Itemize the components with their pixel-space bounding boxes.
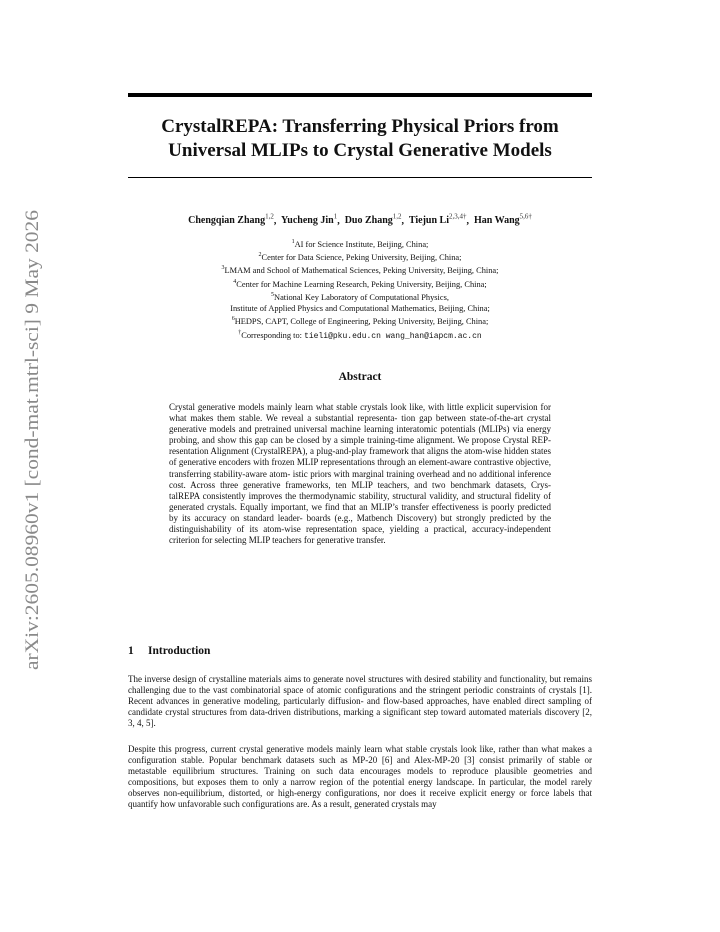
body-line: only a narrow region of the potential energy landscape. In particular, the model rarely observes (128, 777, 593, 799)
author-list: Chengqian Zhang$^{1,2}$, Yucheng Jin$^1$, Duo Zhang$^{1,2}$, Tiejun $Li^{2,3,4\dagger}$, Han Wang$^{5,6\dagger}$ (188, 213, 532, 227)
affiliation-line: $^4$Center for Machine Learning Research, Peking University, Beijing, China; (233, 278, 487, 289)
body-line: data encourages models to reproduce plausible geometries and compositions, but exposes them to (128, 766, 592, 788)
body-line: labels that quantify how unfavorable such configurations are. As a result, generated crystals may (128, 788, 593, 810)
author: Chengqian Zhang$^{1,2}$ (188, 213, 274, 227)
abstract-line: talREPA consistently improves the thermodynamic stability, structural validity, (169, 490, 459, 501)
arxiv-identifier: arXiv:2605.08960v1 [cond-mat.mtrl-sci] 9 May 2026 (23, 273, 43, 670)
abstract-line: machine learning interatomic potentials (MLIPs) via energy probing, and show this (169, 424, 551, 446)
affiliation-line: $^5$National Key Laboratory of Computational Physics, (271, 291, 449, 302)
affiliations (128, 237, 592, 342)
section-heading-introduction (128, 645, 592, 657)
abstract-line: resentation Alignment (CrystalREPA), a plug-and-play framework that aligns the (169, 446, 462, 457)
abstract-line: of its atom-wise representation space, yielding a practical, accuracy-independent (236, 524, 551, 535)
section-title: Introduction (148, 645, 211, 657)
abstract-line: istic priors with marginal training overhead and no additional inference cost. Across (169, 468, 552, 490)
body-line: Alex-MP-20 [3] consist primarily of stable or metastable equilibrium structures. Training on such (128, 755, 592, 777)
section-number: 1 (128, 645, 134, 657)
affiliation-line: $^3$LMAM and School of Mathematical Sciences, Peking University, Beijing, China; (221, 265, 499, 276)
body-line: discovery [2, 3, 4, 5]. (128, 707, 593, 729)
abstract-line: MLIP’s transfer effectiveness is poorly predicted by its accuracy on standard leader- (169, 501, 552, 523)
abstract-body (169, 402, 551, 546)
abstract-line: three generative frameworks, ten MLIP teachers, and two benchmark datasets, Crys- (220, 479, 552, 490)
intro-paragraph-1 (128, 674, 592, 729)
body-line: particularly diffusion- and flow-based approaches, have enabled direct sampling of candidate crystal (128, 696, 592, 718)
title-bottom-rule (128, 177, 592, 178)
corresponding-emails[interactable]: tieli@pku.edu.cn wang_han@iapcm.ac.cn (304, 331, 482, 341)
abstract-line: Crystal generative models mainly learn what stable crystals look like, with little (169, 402, 464, 412)
abstract-heading: Abstract (338, 371, 382, 383)
abstract-line: atom-wise hidden states of generative encoders with frozen MLIP representations (169, 446, 552, 468)
arxiv-stamp (14, 208, 44, 670)
affiliation-line: $^6$HEDPS, CAPT, College of Engineering, Peking University, Beijing, China; (231, 316, 489, 327)
corresponding-author-line: †Corresponding to: tieli@pku.edu.cn wang_han@iapcm.ac.cn (238, 329, 482, 341)
affiliation-line: Institute of Applied Physics and Computational Mathematics, Beijing, China; (230, 304, 490, 314)
abstract-line: criterion for selecting MLIP teachers for generative transfer. (169, 535, 386, 546)
body-line: structures from data-driven distributions, marking a significant step toward automated materials (191, 707, 542, 718)
abstract-line: explicit supervision for what makes them stable. We reveal a substantial representa- (169, 402, 552, 424)
author: Han Wang$^{5,6\dagger}$ (473, 213, 532, 227)
title-line-2: Universal MLIPs to Crystal Generative Models (168, 140, 552, 161)
abstract-line: tion gap between state-of-the-art crystal generative models and pretrained universal (169, 413, 552, 435)
abstract-line: gap can be closed by a simple training-time alignment. We propose Crystal REP- (254, 435, 552, 446)
body-line: Despite this progress, current crystal generative models mainly learn what stable crystals look like, (128, 744, 496, 754)
author: Tiejun $Li^{2,3,4\dagger}$ (408, 213, 467, 227)
body-line: The inverse design of crystalline materials aims to generate novel structures with desired stability and (128, 674, 498, 684)
affiliation-line: $^2$Center for Data Science, Peking University, Beijing, China; (258, 252, 462, 262)
abstract-line: boards (e.g., Matbench Discovery) but strongly predicted by the distinguishability (169, 512, 552, 535)
author: Yucheng Jin$^1$ (280, 213, 338, 227)
body-line: rather than what makes a configuration stable. Popular benchmark datasets such as MP-20 [6] and (128, 744, 592, 766)
abstract-line: through an element-aware contrastive objective, transferring stability-aware atom- (169, 457, 551, 479)
title-top-rule (128, 93, 592, 97)
paper-title (128, 115, 592, 163)
author: Duo Zhang$^{1,2}$ (344, 213, 402, 227)
title-line-1: CrystalREPA: Transferring Physical Priors from (161, 116, 559, 137)
body-line: non-equilibrium, distorted, or high-energy configurations, nor does it receive explicit energy or force (163, 788, 550, 799)
abstract-line: and structural fidelity of generated crystals. Equally important, we find that an (169, 490, 552, 512)
body-line: and the stringent periodic constraints of crystals [1]. Recent advances in generative modeling, (128, 685, 593, 707)
affiliation-line: $^1$AI for Science Institute, Beijing, China; (291, 239, 429, 249)
intro-paragraph-2 (128, 744, 592, 811)
body-line: functionality, but remains challenging due to the vast combinatorial space of atomic configurations (128, 674, 593, 696)
arxiv-stamp-graphic (14, 208, 44, 670)
